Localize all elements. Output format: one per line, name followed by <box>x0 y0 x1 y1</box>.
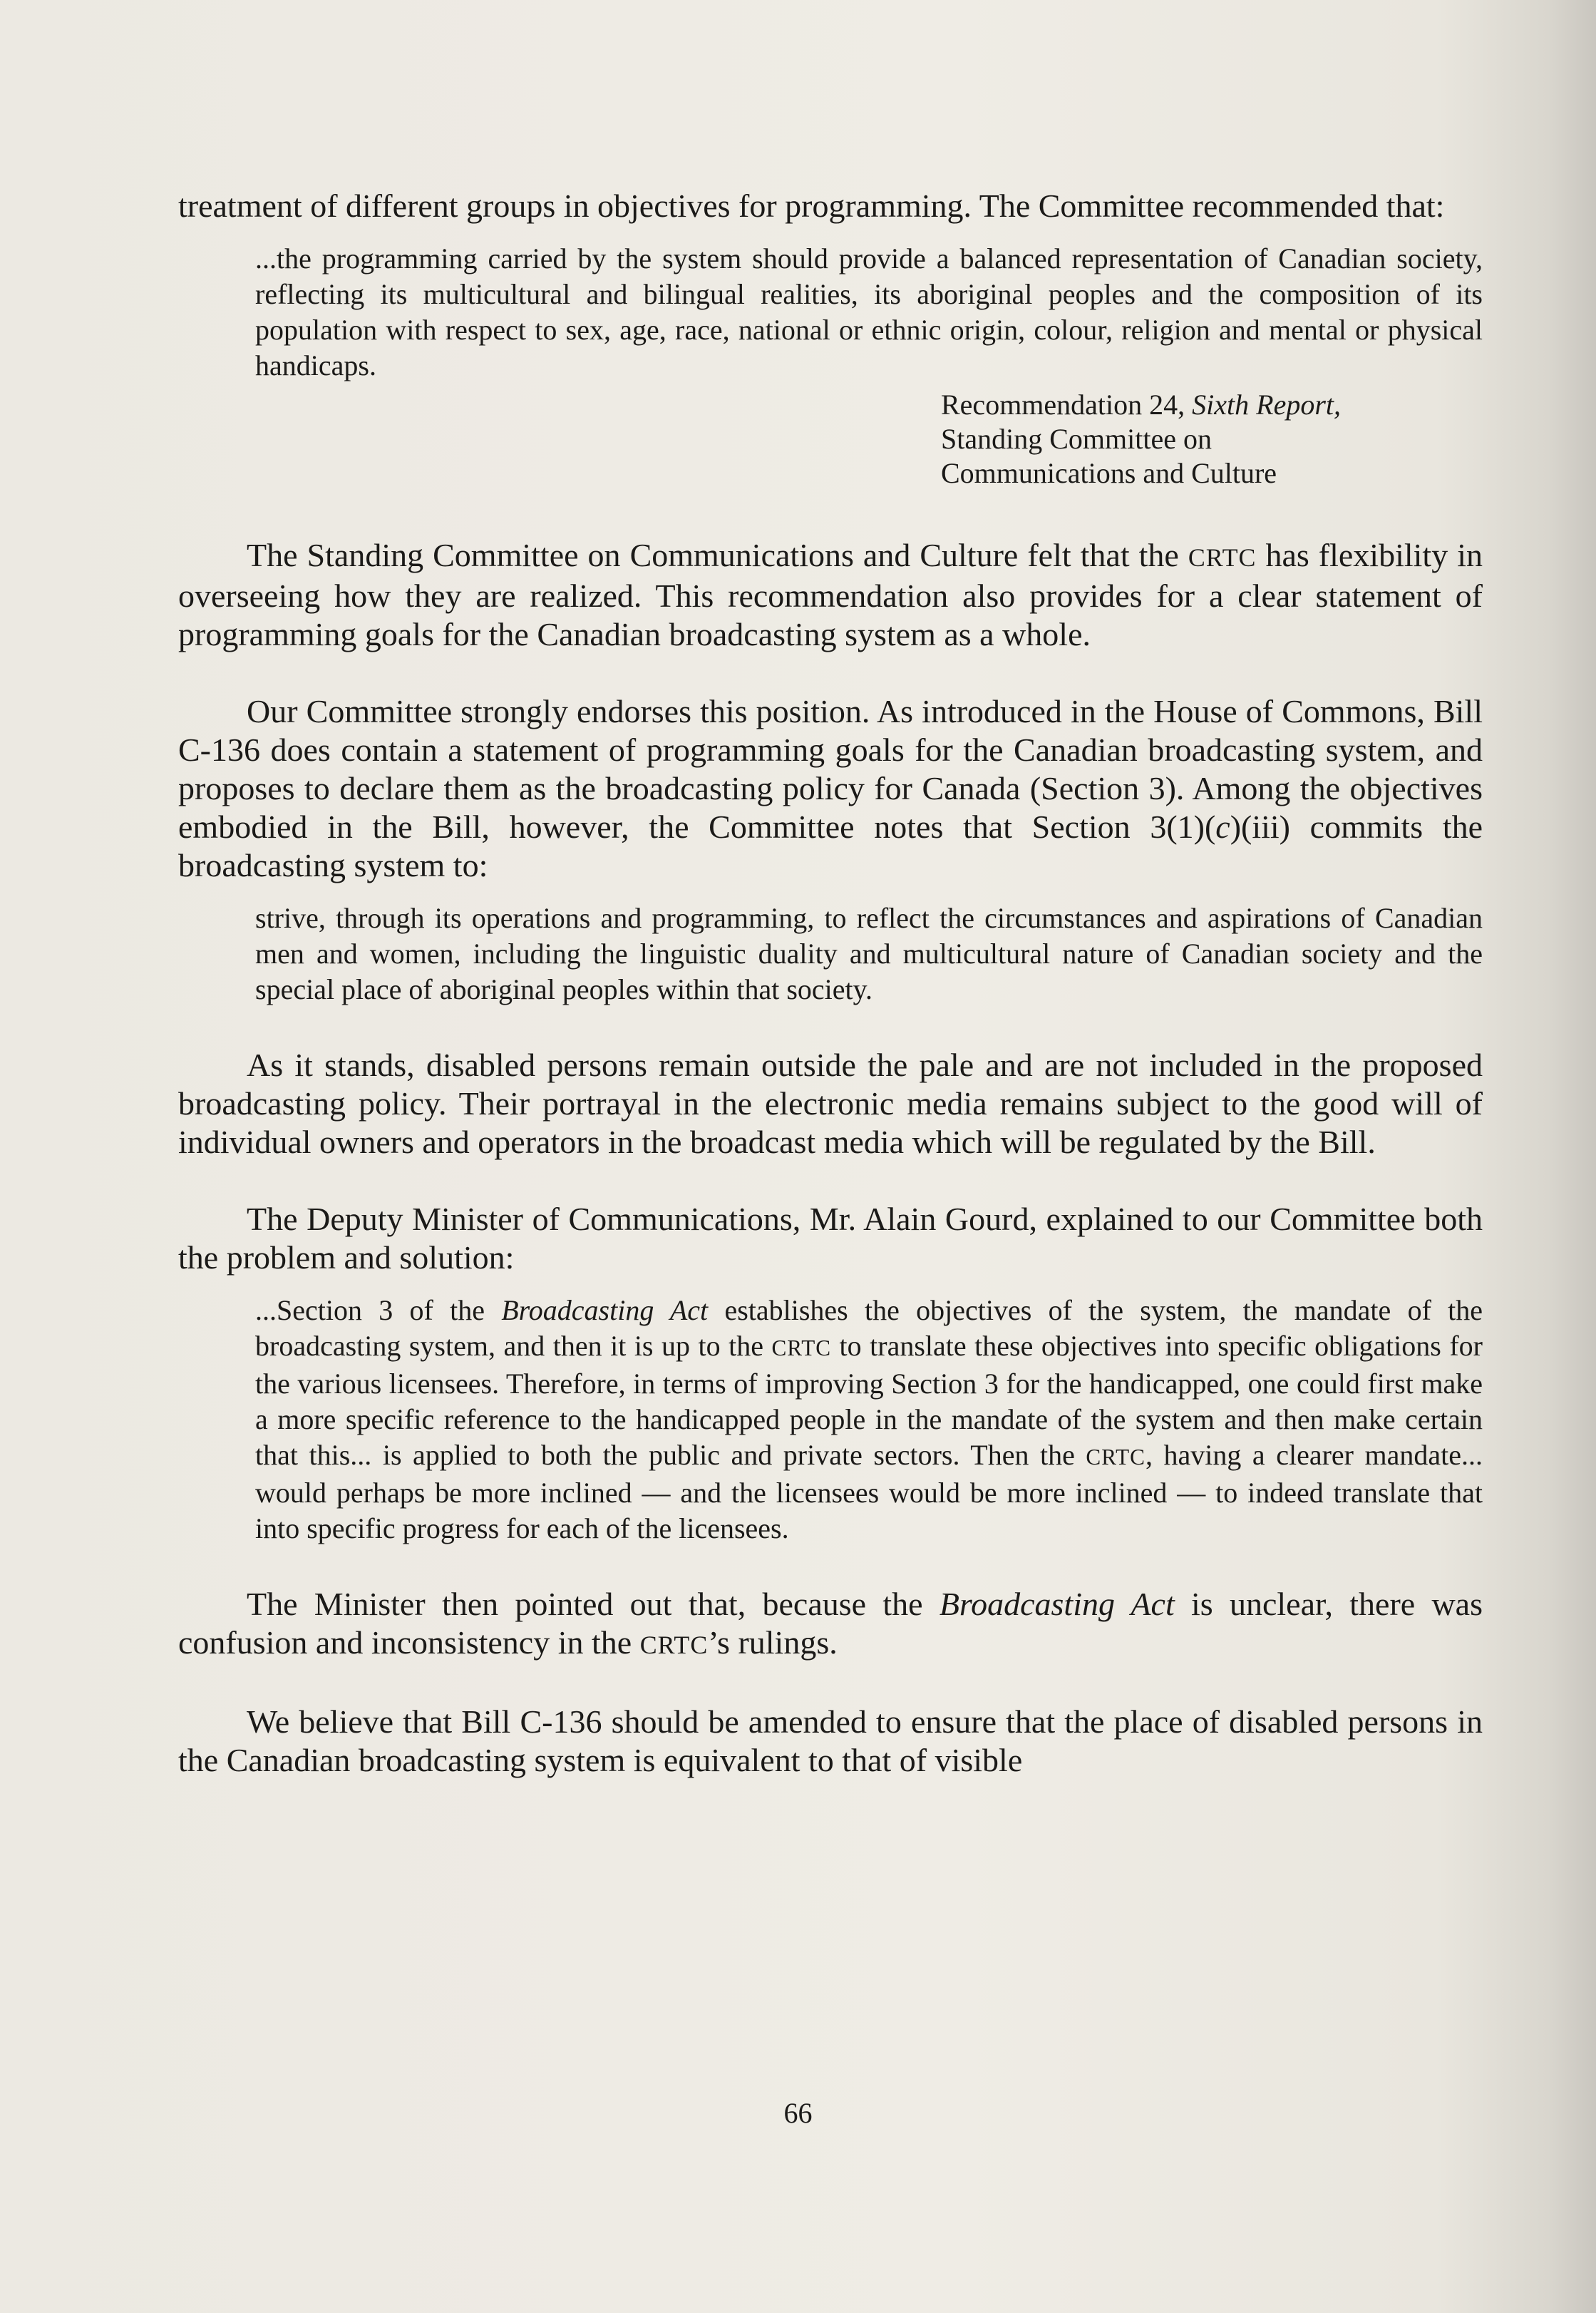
page-number: 66 <box>783 2097 813 2129</box>
attribution-line-3: Communications and Culture <box>941 457 1277 489</box>
block-quote-section-3: strive, through its operations and programming, to reflect the circumstances and aspirations of Canadian men and women, including the linguistic duality and multicultural nature of Canadian society and the special place of aboriginal peoples within that society. <box>255 902 1483 1005</box>
attribution-line-2: Standing Committee on <box>941 423 1212 455</box>
paragraph-minister: The Minister then pointed out that, because the Broadcasting Act is unclear, there was confusion and inconsistency in the CRTC’s rulings. <box>178 1586 1483 1661</box>
body-text <box>178 187 1483 1780</box>
paragraph-committee-endorses: Our Committee strongly endorses this position. As introduced in the House of Commons, Bill C-136 does contain a statement of programming goals for the Canadian broadcasting system, and proposes to declare them as the broadcasting policy for Canada (Section 3). Among the objectives embodied in the Bill, however, the Committee notes that Section 3(1)(c)(iii) commits the broadcasting system to: <box>178 693 1483 883</box>
paragraph-standing-committee: The Standing Committee on Communications and Culture felt that the CRTC has flexibility in overseeing how they are realized. This recommendation also provides for a clear statement of programming goals for the Canadian broadcasting system as a whole. <box>178 537 1483 652</box>
paragraph-we-believe: We believe that Bill C-136 should be amended to ensure that the place of disabled persons in the Canadian broadcasting system is equivalent to that of visible <box>178 1703 1483 1778</box>
block-quote-deputy-minister: ...Section 3 of the Broadcasting Act establishes the objectives of the system, the mandate of the broadcasting system, and then it is up to the CRTC to translate these objectives into specific obligations for the various licensees. Therefore, in terms of improving Section 3 for the handicapped, one could first make a more specific reference to the handicapped people in the mandate of the system and then make certain that this... is applied to both the public and private sectors. Then the CRTC, having a clearer mandate... would perhaps be more inclined — and the licensees would be more inclined — to indeed translate that into specific progress for each of the licensees. <box>255 1294 1483 1544</box>
paragraph-as-it-stands: As it stands, disabled persons remain outside the pale and are not included in the proposed broadcasting policy. Their portrayal in the electronic media remains subject to the good will of individual owners and operators in the broadcast media which will be regulated by the Bill. <box>178 1047 1483 1160</box>
paragraph-deputy-minister: The Deputy Minister of Communications, Mr. Alain Gourd, explained to our Committee both the problem and solution: <box>178 1201 1483 1276</box>
quote-attribution <box>941 388 1483 491</box>
block-quote-recommendation: ...the programming carried by the system should provide a balanced representation of Canadian society, reflecting its multicultural and bilingual realities, its aboriginal peoples and the composition of its population with respect to sex, age, race, national or ethnic origin, colour, religion and mental or physical handicaps. <box>255 242 1483 381</box>
paragraph-continued: treatment of different groups in objectives for programming. The Committee recommended that: <box>178 188 1445 224</box>
attribution-line-1: Recommendation 24, Sixth Report, <box>941 389 1342 421</box>
